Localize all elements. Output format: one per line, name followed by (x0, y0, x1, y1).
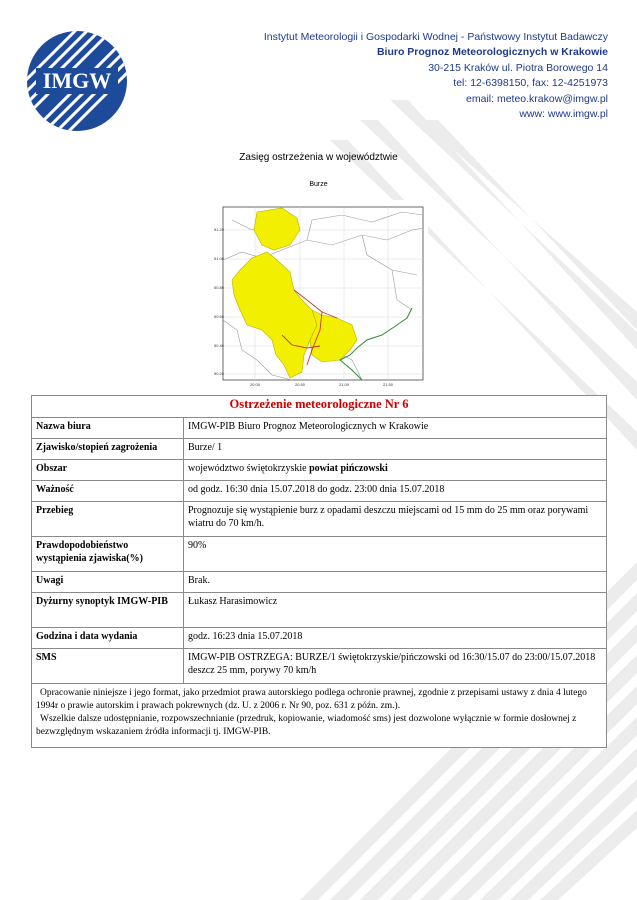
warning-title: Ostrzeżenie meteorologiczne Nr 6 (32, 396, 607, 418)
address: 30-215 Kraków ul. Piotra Borowego 14 (428, 61, 608, 74)
row-value: Brak. (184, 572, 607, 593)
distribution-paragraph: Wszelkie dalsze udostępnianie, rozpowszechnianie (przedruk, kopiowanie, wiadomość sms) jest dozwolone wyłącznie w formie dosłownej z bezwzględnym wskazaniem źródła informacji tj. IMGW-PIB. (36, 714, 577, 737)
row-label: Obszar (32, 460, 184, 481)
row-label: Dyżurny synoptyk IMGW-PIB (32, 593, 184, 628)
table-row (32, 537, 607, 572)
table-row (32, 593, 607, 628)
row-value: 90% (184, 537, 607, 572)
institute-name: Instytut Meteorologii i Gospodarki Wodnej - Państwowy Instytut Badawczy (263, 31, 608, 43)
row-label: Zjawisko/stopień zagrożenia (32, 439, 184, 460)
office-name: Biuro Prognoz Meteorologicznych w Krakowie (376, 46, 608, 59)
y-tick: 51.20 (214, 227, 225, 232)
y-tick: 50.60 (214, 314, 225, 319)
website: www: www.imgw.pl (519, 108, 608, 121)
email: email: meteo.krakow@imgw.pl (466, 92, 608, 105)
row-value: od godz. 16:30 dnia 15.07.2018 do godz. 23:00 dnia 15.07.2018 (184, 481, 607, 502)
row-label: Uwagi (32, 572, 184, 593)
row-value (184, 460, 607, 481)
row-value: godz. 16:23 dnia 15.07.2018 (184, 628, 607, 649)
row-label: Prawdopodobieństwo wystąpienia zjawiska(%) (32, 537, 184, 572)
row-label: Nazwa biura (32, 418, 184, 439)
warning-table (31, 395, 607, 748)
table-row (32, 649, 607, 684)
phone-fax: tel: 12-6398150, fax: 12-4251973 (453, 77, 608, 90)
x-tick: 20.50 (295, 382, 306, 387)
table-row (32, 628, 607, 649)
row-value: IMGW-PIB Biuro Prognoz Meteorologicznych w Krakowie (184, 418, 607, 439)
institute-header (264, 30, 608, 122)
row-label: SMS (32, 649, 184, 684)
row-value: Prognozuje się wystąpienie burz z opadami deszczu miejscami od 15 mm do 25 mm oraz porywami wiatru do 70 km/h. (184, 502, 607, 537)
table-row (32, 481, 607, 502)
x-tick: 21.50 (383, 382, 394, 387)
y-tick: 51.00 (214, 256, 225, 261)
copyright-paragraph: Opracowanie niniejsze i jego format, jako przedmiot prawa autorskiego podlega ochronie prawnej, zgodnie z przepisami ustawy z dnia 4 lutego 1994r o prawie autorskim i prawach pokrewnych (dz. U. z 2006 r. Nr 90, poz. 631 z późn. zm.). (36, 688, 587, 711)
x-tick: 20.00 (250, 382, 261, 387)
row-label: Przebieg (32, 502, 184, 537)
y-tick: 50.40 (214, 343, 225, 348)
area-county: powiat pińczowski (309, 463, 388, 474)
imgw-logo (26, 30, 128, 132)
map-subtitle: Burze (309, 181, 328, 188)
row-value: IMGW-PIB OSTRZEGA: BURZE/1 świętokrzyskie/pińczowski od 16:30/15.07 do 23:00/15.07.2018 deszcz 25 mm, porywy 70 km/h (184, 649, 607, 684)
map-title: Zasięg ostrzeżenia w województwie (239, 152, 398, 163)
y-tick: 50.20 (214, 371, 225, 376)
row-label: Godzina i data wydania (32, 628, 184, 649)
warning-map (212, 200, 428, 390)
x-tick: 21.00 (339, 382, 350, 387)
row-value: Łukasz Harasimowicz (184, 593, 607, 628)
copyright-notice (32, 684, 607, 748)
svg-text:IMGW: IMGW (42, 68, 112, 93)
row-label: Ważność (32, 481, 184, 502)
area-voivodeship: województwo świętokrzyskie (188, 463, 307, 474)
row-value: Burze/ 1 (184, 439, 607, 460)
y-tick: 50.80 (214, 285, 225, 290)
table-row (32, 502, 607, 537)
table-row (32, 572, 607, 593)
table-row (32, 439, 607, 460)
table-row (32, 460, 607, 481)
table-row (32, 418, 607, 439)
